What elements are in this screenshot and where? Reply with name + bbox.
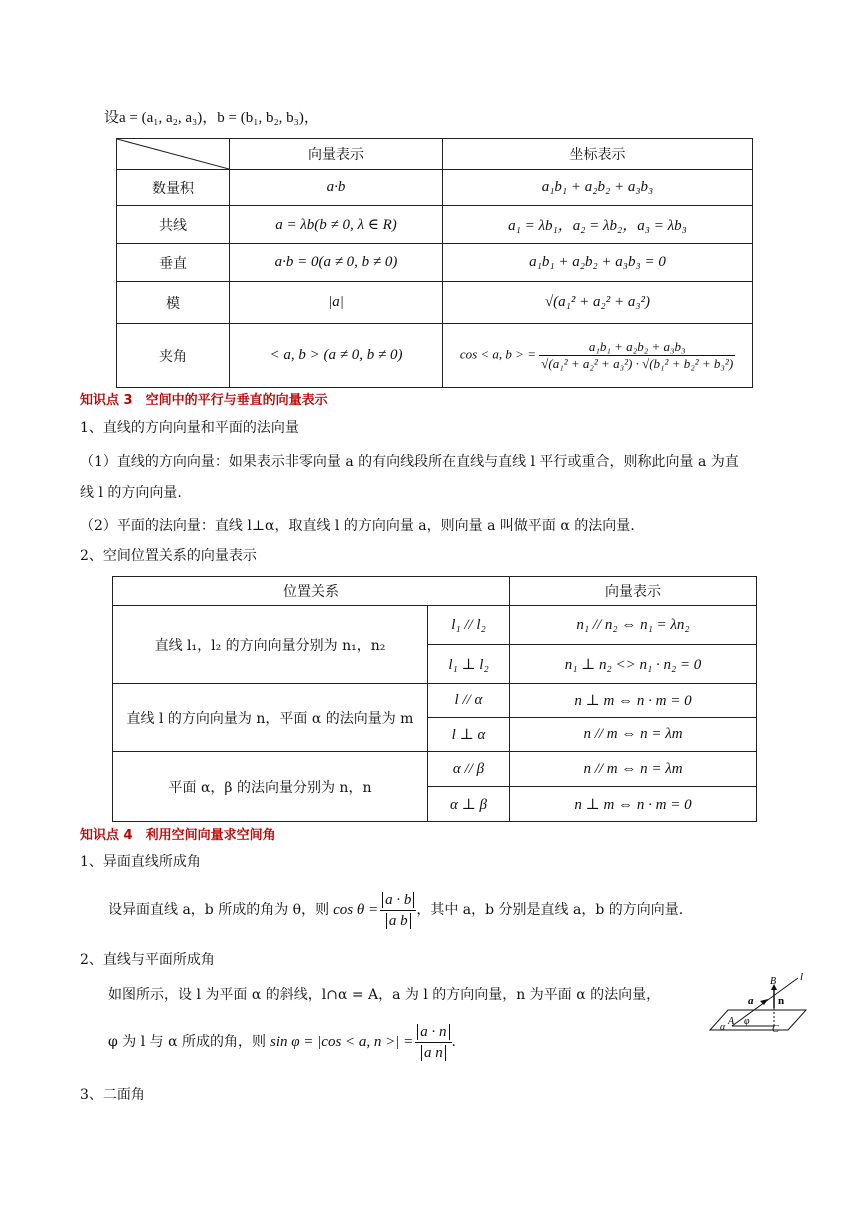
group-desc: 直线 l 的方向向量为 n，平面 α 的法向量为 m	[113, 684, 428, 752]
section-title-kp4: 知识点 4 利用空间向量求空间角	[80, 828, 276, 843]
paragraph-line: 线 l 的方向向量.	[80, 485, 182, 501]
relation-cell: l ⊥ α	[428, 718, 510, 752]
row-coord: a₁ = λb₁，a₂ = λb₂，a₃ = λb₃	[443, 206, 753, 244]
relation-cell: l₁ // l₂	[428, 606, 510, 645]
angle-prefix: cos < a, b > =	[459, 346, 536, 362]
arrow-a	[760, 999, 768, 1005]
diagonal-header-cell	[117, 139, 230, 170]
label-phi: φ	[744, 1016, 750, 1027]
paragraph-line: （2）平面的法向量：直线 l⊥α，取直线 l 的方向向量 a，则向量 a 叫做平面 α 的法向量.	[80, 518, 635, 534]
skew-angle-line	[108, 885, 683, 935]
skew-formula-fraction	[380, 890, 416, 931]
skew-text-a: 设异面直线 a，b 所成的角为 θ，则	[108, 902, 330, 918]
relation-cell: l // α	[428, 684, 510, 718]
vector-cell: n₁ // n₂ ⇔ n₁ = λn₂	[510, 606, 757, 645]
relation-cell: α ⊥ β	[428, 787, 510, 822]
angle-denominator: √(a₁² + a₂² + a₃²) · √(b₁² + b₂² + b₃²)	[541, 356, 734, 371]
row-label: 模	[117, 282, 230, 324]
header-vector: 向量表示	[510, 577, 757, 606]
angle-fraction	[539, 339, 735, 372]
line-plane-formula-fraction	[415, 1022, 451, 1063]
vector-cell: n // m ⇔ n = λm	[510, 718, 757, 752]
subsection-title: 1、异面直线所成角	[80, 854, 201, 870]
row-label: 夹角	[117, 324, 230, 388]
vector-cell: n₁ ⊥ n₂ <> n₁ · n₂ = 0	[510, 645, 757, 684]
row-coord: √(a₁² + a₂² + a₃²)	[443, 282, 753, 324]
line-plane-numerator: a · n	[417, 1024, 449, 1040]
subsection-title: 1、直线的方向向量和平面的法向量	[80, 420, 299, 436]
row-vector: < a, b > (a ≠ 0, b ≠ 0)	[230, 324, 443, 388]
row-coord: a₁b₁ + a₂b₂ + a₃b₃	[443, 170, 753, 206]
vector-cell: n // m ⇔ n = λm	[510, 752, 757, 787]
diagonal-line	[117, 139, 229, 169]
label-b: B	[770, 976, 777, 987]
line-plane-formula-lhs: sin φ = |cos < a, n >| =	[270, 1034, 414, 1050]
line-plane-denominator: a n	[421, 1045, 446, 1061]
label-n: n	[778, 995, 785, 1007]
group-desc: 直线 l₁，l₂ 的方向向量分别为 n₁，n₂	[113, 606, 428, 684]
label-l: l	[800, 971, 804, 983]
line-plane-figure	[706, 968, 810, 1034]
header-relation: 位置关系	[113, 577, 510, 606]
label-c: C	[772, 1024, 779, 1034]
angle-numerator: a₁b₁ + a₂b₂ + a₃b₃	[539, 339, 735, 356]
paragraph-line: （1）直线的方向向量：如果表示非零向量 a 的有向线段所在直线与直线 l 平行或重合，则称此向量 a 为直	[80, 454, 739, 470]
section-title-kp3: 知识点 3 空间中的平行与垂直的向量表示	[80, 393, 328, 408]
group-desc: 平面 α，β 的法向量分别为 n，n	[113, 752, 428, 822]
row-vector: a·b = 0(a ≠ 0, b ≠ 0)	[230, 244, 443, 282]
row-label: 垂直	[117, 244, 230, 282]
row-label: 数量积	[117, 170, 230, 206]
skew-formula-lhs: cos θ =	[333, 902, 379, 918]
vector-cell: n ⊥ m ⇔ n · m = 0	[510, 684, 757, 718]
skew-numerator: a · b	[382, 892, 414, 908]
label-alpha: α	[720, 1022, 726, 1033]
relation-cell: l₁ ⊥ l₂	[428, 645, 510, 684]
subsection-title: 3、二面角	[80, 1087, 145, 1103]
position-relation-table	[112, 576, 757, 822]
skew-denominator: a b	[386, 913, 411, 929]
vector-operations-table	[116, 138, 753, 388]
label-a: a	[748, 995, 754, 1007]
intro-text: 设a = (a₁, a₂, a₃)，b = (b₁, b₂, b₃)，	[104, 110, 319, 126]
line-plane-angle-line	[108, 1016, 456, 1068]
paragraph-line: 如图所示，设 l 为平面 α 的斜线，l∩α = A，a 为 l 的方向向量，n 为平面 α 的法向量，	[108, 987, 661, 1003]
subsection-title: 2、空间位置关系的向量表示	[80, 548, 257, 564]
header-coord: 坐标表示	[443, 139, 753, 170]
row-vector: a = λb(b ≠ 0, λ ∈ R)	[230, 206, 443, 244]
skew-text-b: ，其中 a，b 分别是直线 a，b 的方向向量.	[416, 902, 684, 918]
vector-cell: n ⊥ m ⇔ n · m = 0	[510, 787, 757, 822]
subsection-title: 2、直线与平面所成角	[80, 952, 215, 968]
line-plane-text-a: φ 为 l 与 α 所成的角，则	[108, 1034, 266, 1050]
row-coord-angle	[443, 324, 753, 388]
row-label: 共线	[117, 206, 230, 244]
header-vector: 向量表示	[230, 139, 443, 170]
relation-cell: α // β	[428, 752, 510, 787]
line-plane-text-b: .	[451, 1034, 456, 1050]
row-coord: a₁b₁ + a₂b₂ + a₃b₃ = 0	[443, 244, 753, 282]
label-a-point: A	[728, 1016, 735, 1027]
row-vector: a·b	[230, 170, 443, 206]
row-vector: |a|	[230, 282, 443, 324]
